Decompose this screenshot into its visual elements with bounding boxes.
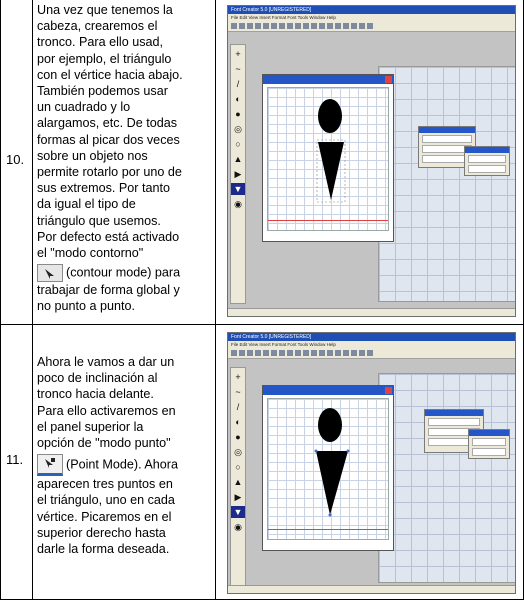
status-bar (228, 308, 515, 316)
triangle-up-tool: ▲ (233, 477, 243, 487)
baseline-guide (268, 529, 388, 530)
text-line: darle la forma deseada. (37, 542, 170, 557)
text-line (37, 454, 212, 476)
toolbar (228, 21, 515, 32)
text-line: trabajar de forma global y (37, 283, 180, 298)
triangle-down-tool: ▼ (231, 183, 245, 195)
app-title-bar (228, 333, 515, 341)
contour-tool: ◐ (235, 94, 241, 104)
column-divider-2 (215, 0, 216, 600)
text-line: tronco. Para ello usad, (37, 35, 164, 50)
baseline-guide (268, 220, 388, 221)
triangle-right-tool: ▶ (234, 168, 242, 179)
close-icon (385, 387, 392, 394)
app-title-bar (228, 6, 515, 14)
torso-triangle (318, 142, 344, 200)
text-line: por ejemplo, el triángulo (37, 51, 172, 66)
text-line: poco de inclinación al (37, 371, 158, 386)
glyph-shapes (268, 399, 390, 541)
text-line: da igual el tipo de (37, 197, 136, 212)
text-line: Por defecto está activado (37, 229, 180, 244)
head-shape (318, 408, 342, 442)
point-mode-label: (Point Mode). Ahora (66, 457, 179, 472)
triangle-down-tool: ▼ (231, 506, 245, 518)
step-description (37, 2, 212, 315)
app-title: Font Creator 5.0 [UNREGISTERED] (231, 7, 312, 13)
glyph-window-title-bar (263, 386, 393, 395)
text-line: Ahora le vamos a dar un (37, 355, 175, 369)
text-line: alargamos, etc. De todas (37, 116, 178, 131)
settings-tool: ◉ (234, 521, 242, 532)
ellipse-tool: ○ (235, 139, 241, 149)
text-line: vértice. Picaremos en el (37, 509, 172, 524)
step-number: 10. (6, 152, 25, 167)
text-line: el "modo contorno" (37, 246, 144, 261)
triangle-up-tool: ▲ (233, 154, 243, 164)
size-panel (464, 146, 510, 176)
text-line: un cuadrado y lo (37, 100, 131, 115)
drawing-toolbox (230, 367, 246, 589)
text-line: opción de "modo punto" (37, 436, 171, 451)
text-line: el triángulo, uno en cada (37, 493, 175, 508)
drawing-toolbox (230, 44, 246, 304)
menu-bar: File Edit View Insert Format Font Tools Window Help (228, 14, 515, 21)
glyph-overview-grid (378, 373, 516, 583)
glyph-canvas (267, 398, 389, 540)
line-tool: / (236, 402, 240, 412)
text-line: Para ello activaremos en (37, 403, 176, 418)
curve-tool: ~ (235, 387, 241, 397)
add-tool: + (235, 372, 241, 382)
glyph-edit-window (262, 74, 394, 242)
text-line: formas al picar dos veces (37, 132, 180, 147)
contour-mode-label: (contour mode) para (66, 265, 181, 280)
text-line: aparecen tres puntos en (37, 477, 173, 492)
font-editor-screenshot (227, 5, 516, 317)
table-border-left (0, 0, 1, 600)
text-line: el panel superior la (37, 419, 144, 434)
toolbar (228, 348, 515, 359)
ellipse-tool: ○ (235, 462, 241, 472)
glyph-edit-window (262, 385, 394, 551)
row-divider (0, 324, 524, 325)
close-icon (385, 76, 392, 83)
head-shape (318, 99, 342, 133)
text-line: no punto a punto. (37, 299, 136, 314)
step-description (37, 354, 212, 557)
add-tool: + (235, 49, 241, 59)
contour-mode-icon (37, 264, 63, 282)
text-line: superior derecho hasta (37, 525, 166, 540)
status-bar (228, 585, 515, 593)
step-number: 11. (6, 452, 24, 467)
torso-triangle (316, 451, 348, 515)
size-panel (468, 429, 510, 459)
settings-tool: ◉ (234, 198, 242, 209)
column-divider-1 (32, 0, 33, 600)
text-line: triángulo que usemos. (37, 213, 161, 228)
text-line: sus extremos. Por tanto (37, 181, 170, 196)
point-mode-icon (37, 454, 63, 476)
text-line: permite rotarlo por uno de (37, 165, 182, 180)
triangle-right-tool: ▶ (234, 491, 242, 502)
text-line: sobre un objeto nos (37, 148, 148, 163)
text-line: con el vértice hacia abajo. (37, 67, 183, 82)
curve-tool: ~ (235, 64, 241, 74)
contour-tool: ◐ (235, 417, 241, 427)
ring-tool: ◎ (234, 446, 242, 457)
glyph-canvas (267, 87, 389, 231)
text-line: cabeza, crearemos el (37, 19, 158, 34)
text-line: También podemos usar (37, 84, 168, 99)
glyph-shapes (268, 88, 390, 232)
text-line (37, 264, 212, 282)
circle-tool: ● (235, 432, 241, 442)
text-line: tronco hacia delante. (37, 387, 154, 402)
font-editor-screenshot (227, 332, 516, 594)
menu-bar: File Edit View Insert Format Font Tools Window Help (228, 341, 515, 348)
ring-tool: ◎ (234, 123, 242, 134)
app-title: Font Creator 5.0 [UNREGISTERED] (231, 334, 312, 340)
circle-tool: ● (235, 109, 241, 119)
glyph-overview-grid (378, 66, 516, 302)
line-tool: / (236, 79, 240, 89)
glyph-window-title-bar (263, 75, 393, 84)
text-line: Una vez que tenemos la (37, 3, 173, 17)
